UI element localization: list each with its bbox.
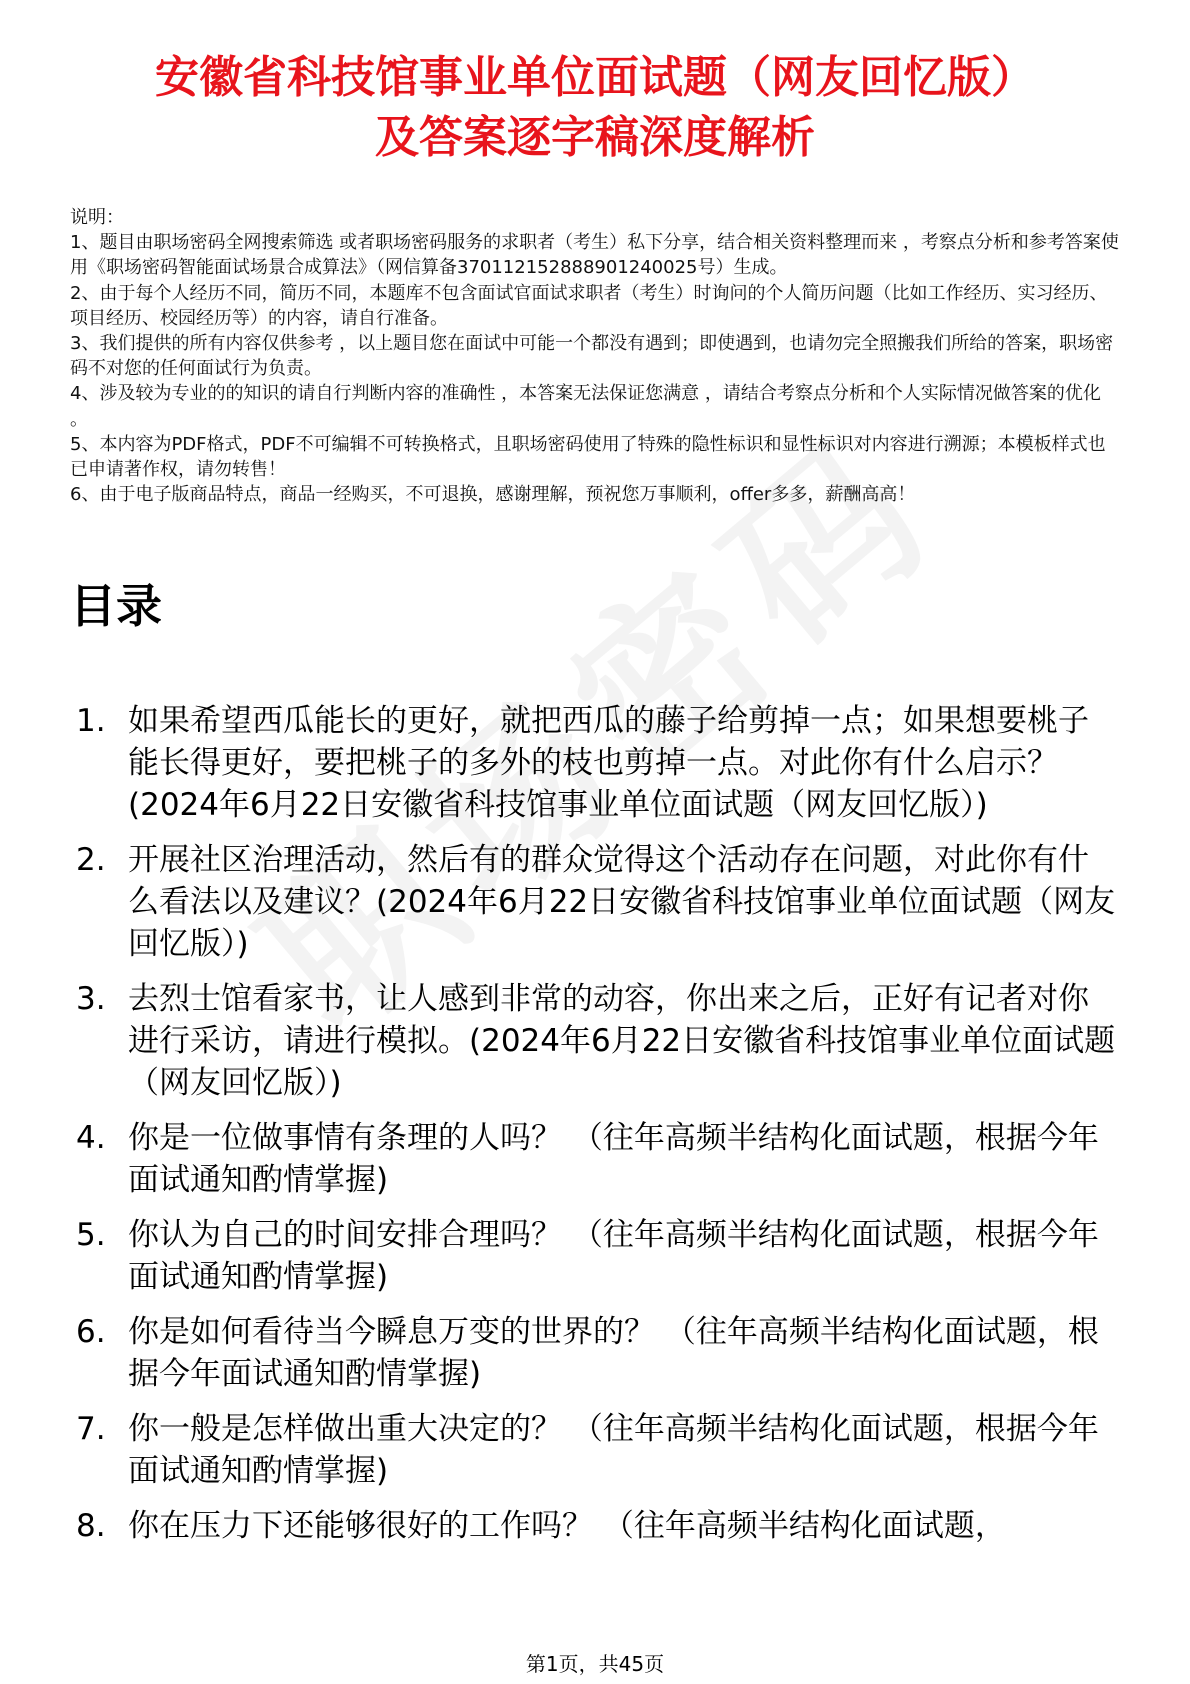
toc-item[interactable]: [76, 1311, 1116, 1395]
toc-item[interactable]: [76, 978, 1116, 1104]
toc-item-number: 2.: [76, 842, 106, 878]
toc-item-text: 你是如何看待当今瞬息万变的世界的？ （往年高频半结构化面试题，根据今年面试通知酌情掌握): [128, 1314, 1099, 1392]
toc-item[interactable]: [76, 839, 1116, 965]
toc-item[interactable]: [76, 1117, 1116, 1201]
note-item: 6、由于电子版商品特点，商品一经购买，不可退换，感谢理解，预祝您万事顺利，offer多多，薪酬高高！: [70, 484, 916, 506]
toc-heading: 目录: [70, 579, 162, 633]
toc-item-number: 6.: [76, 1314, 106, 1350]
note-item: 3、我们提供的所有内容仅供参考 ，以上题目您在面试中可能一个都没有遇到；即使遇到，也请勿完全照搬我们所给的答案，职场密码不对您的任何面试行为负责。: [70, 333, 1114, 380]
toc-item-text: 你一般是怎样做出重大决定的？ （往年高频半结构化面试题，根据今年面试通知酌情掌握): [128, 1411, 1099, 1489]
toc-item[interactable]: [76, 1408, 1116, 1492]
toc-item-text: 你认为自己的时间安排合理吗？ （往年高频半结构化面试题，根据今年面试通知酌情掌握): [128, 1217, 1099, 1295]
notes-heading: 说明：: [70, 207, 124, 228]
toc-item-number: 8.: [76, 1508, 106, 1544]
note-item: 4、涉及较为专业的的知识的请自行判断内容的准确性 ，本答案无法保证您满意 ，请结合考察点分析和个人实际情况做答案的优化 。: [70, 383, 1101, 430]
notes-section: [70, 205, 1120, 507]
document-title: [40, 48, 1150, 168]
toc-item-number: 1.: [76, 703, 106, 739]
title-line-1: 安徽省科技馆事业单位面试题（网友回忆版）: [155, 52, 1035, 103]
toc-item-text: 去烈士馆看家书，让人感到非常的动容，你出来之后，正好有记者对你进行采访，请进行模拟。(2024年6月22日安徽省科技馆事业单位面试题（网友回忆版）): [128, 981, 1116, 1101]
toc-item-text: 开展社区治理活动，然后有的群众觉得这个活动存在问题，对此你有什么看法以及建议？(2024年6月22日安徽省科技馆事业单位面试题（网友回忆版）): [128, 842, 1116, 962]
toc-item-text: 你是一位做事情有条理的人吗？ （往年高频半结构化面试题，根据今年面试通知酌情掌握): [128, 1120, 1099, 1198]
toc-item[interactable]: [76, 1505, 1116, 1547]
note-item: 1、题目由职场密码全网搜索筛选 或者职场密码服务的求职者（考生）私下分享，结合相关资料整理而来 ，考察点分析和参考答案使用《职场密码智能面试场景合成算法》（网信算备370112152888901240025号）生成。: [70, 232, 1119, 279]
toc-item[interactable]: [76, 1214, 1116, 1298]
toc-item-number: 5.: [76, 1217, 106, 1253]
toc-item-number: 3.: [76, 981, 106, 1017]
page-footer: 第1页，共45页: [525, 1652, 665, 1676]
toc-item-text: 你在压力下还能够很好的工作吗？ （往年高频半结构化面试题，: [128, 1508, 1006, 1544]
toc-item-text: 如果希望西瓜能长的更好，就把西瓜的藤子给剪掉一点；如果想要桃子能长得更好，要把桃子的多外的枝也剪掉一点。对此你有什么启示？(2024年6月22日安徽省科技馆事业单位面试题（网友回忆版）): [128, 703, 1089, 823]
toc-item-number: 4.: [76, 1120, 106, 1156]
title-line-2: 及答案逐字稿深度解析: [375, 112, 815, 163]
toc-item-number: 7.: [76, 1411, 106, 1447]
toc-list: [76, 700, 1116, 1560]
toc-item[interactable]: [76, 700, 1116, 826]
note-item: 5、本内容为PDF格式，PDF不可编辑不可转换格式，且职场密码使用了特殊的隐性标识和显性标识对内容进行溯源；本模板样式也已申请著作权，请勿转售！: [70, 433, 1106, 481]
note-item: 2、由于每个人经历不同，简历不同，本题库不包含面试官面试求职者（考生）时询问的个人简历问题（比如工作经历、实习经历、项目经历、校园经历等）的内容，请自行准备。: [70, 282, 1108, 329]
